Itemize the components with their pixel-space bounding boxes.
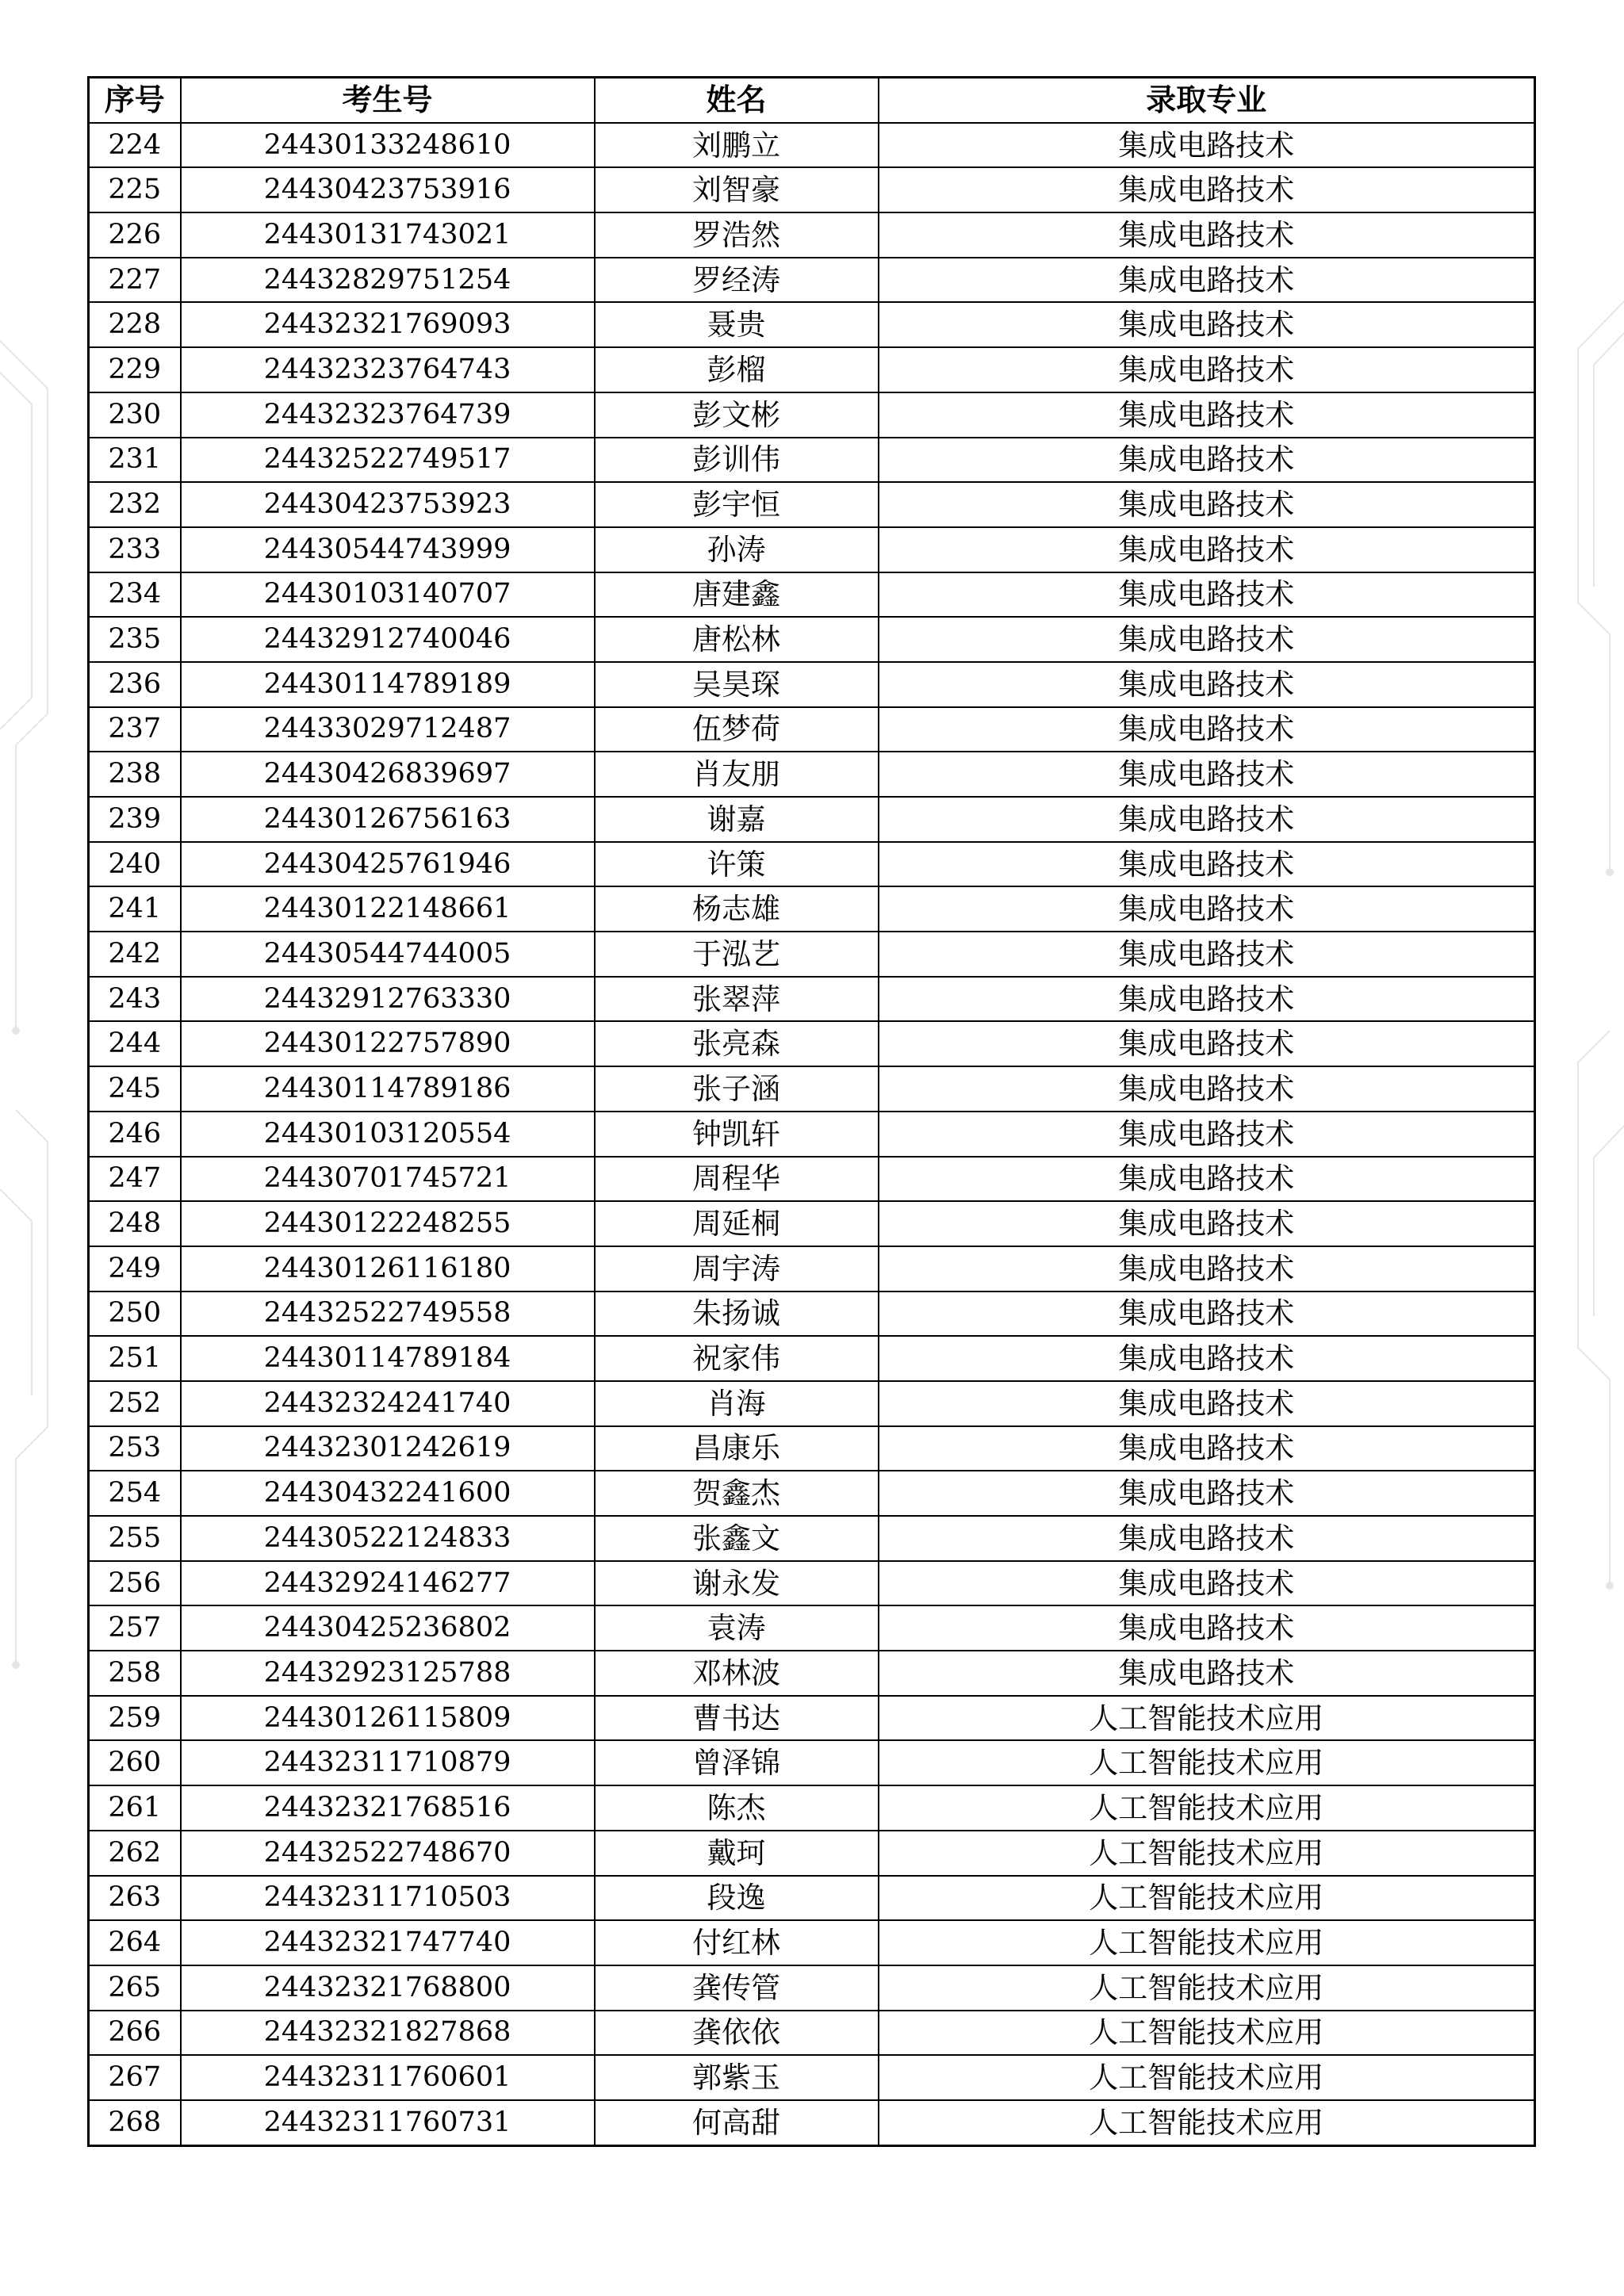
- cell-major: 人工智能技术应用: [879, 2100, 1535, 2145]
- cell-major: 集成电路技术: [879, 1066, 1535, 1112]
- table-row: [89, 886, 1535, 932]
- cell-exam-id: 24432311710879: [181, 1740, 595, 1785]
- cell-name: 杨志雄: [595, 886, 879, 932]
- table-row: [89, 662, 1535, 707]
- cell-index: 248: [89, 1201, 181, 1246]
- cell-exam-id: 24432321827868: [181, 2011, 595, 2056]
- cell-index: 243: [89, 977, 181, 1022]
- cell-major: 集成电路技术: [879, 482, 1535, 527]
- table-row: [89, 1876, 1535, 1921]
- cell-exam-id: 24432311760731: [181, 2100, 595, 2145]
- table-row: [89, 302, 1535, 347]
- cell-major: 集成电路技术: [879, 1426, 1535, 1471]
- table-row: [89, 123, 1535, 168]
- cell-name: 陈杰: [595, 1785, 879, 1831]
- cell-name: 唐松林: [595, 617, 879, 662]
- cell-index: 250: [89, 1292, 181, 1337]
- cell-index: 237: [89, 707, 181, 752]
- cell-major: 集成电路技术: [879, 797, 1535, 842]
- cell-name: 张鑫文: [595, 1516, 879, 1561]
- table-header-row: [89, 78, 1535, 123]
- cell-major: 人工智能技术应用: [879, 1876, 1535, 1921]
- cell-name: 聂贵: [595, 302, 879, 347]
- table-row: [89, 797, 1535, 842]
- cell-name: 刘鹏立: [595, 123, 879, 168]
- admission-roster-table: [87, 76, 1536, 2147]
- cell-exam-id: 24430131743021: [181, 212, 595, 258]
- cell-index: 227: [89, 258, 181, 303]
- cell-major: 集成电路技术: [879, 1381, 1535, 1426]
- cell-name: 刘智豪: [595, 167, 879, 212]
- cell-major: 集成电路技术: [879, 977, 1535, 1022]
- cell-name: 许策: [595, 842, 879, 887]
- cell-name: 谢嘉: [595, 797, 879, 842]
- table-body: [89, 123, 1535, 2145]
- cell-name: 郭紫玉: [595, 2055, 879, 2100]
- cell-major: 人工智能技术应用: [879, 1740, 1535, 1785]
- cell-index: 265: [89, 1965, 181, 2011]
- cell-major: 集成电路技术: [879, 1651, 1535, 1696]
- cell-exam-id: 24432321747740: [181, 1920, 595, 1965]
- cell-name: 彭文彬: [595, 392, 879, 438]
- table-row: [89, 1292, 1535, 1337]
- cell-name: 孙涛: [595, 527, 879, 572]
- cell-name: 伍梦荷: [595, 707, 879, 752]
- cell-exam-id: 24430544744005: [181, 932, 595, 977]
- cell-major: 集成电路技术: [879, 347, 1535, 392]
- table-row: [89, 258, 1535, 303]
- cell-major: 集成电路技术: [879, 1021, 1535, 1066]
- cell-index: 268: [89, 2100, 181, 2145]
- cell-exam-id: 24430122248255: [181, 1201, 595, 1246]
- table-row: [89, 1561, 1535, 1606]
- table-row: [89, 1112, 1535, 1157]
- cell-exam-id: 24430133248610: [181, 123, 595, 168]
- cell-index: 225: [89, 167, 181, 212]
- cell-index: 256: [89, 1561, 181, 1606]
- column-header-index: 序号: [89, 78, 181, 123]
- cell-name: 于泓艺: [595, 932, 879, 977]
- cell-name: 谢永发: [595, 1561, 879, 1606]
- cell-index: 264: [89, 1920, 181, 1965]
- cell-exam-id: 24432323764739: [181, 392, 595, 438]
- table-row: [89, 2055, 1535, 2100]
- table-row: [89, 527, 1535, 572]
- cell-exam-id: 24430122148661: [181, 886, 595, 932]
- cell-index: 231: [89, 438, 181, 483]
- table-row: [89, 1831, 1535, 1876]
- table-row: [89, 1201, 1535, 1246]
- cell-name: 张子涵: [595, 1066, 879, 1112]
- cell-major: 人工智能技术应用: [879, 1696, 1535, 1741]
- cell-name: 龚依依: [595, 2011, 879, 2056]
- cell-name: 邓林波: [595, 1651, 879, 1696]
- cell-major: 集成电路技术: [879, 1112, 1535, 1157]
- cell-major: 集成电路技术: [879, 302, 1535, 347]
- cell-name: 彭训伟: [595, 438, 879, 483]
- cell-index: 260: [89, 1740, 181, 1785]
- cell-major: 集成电路技术: [879, 1157, 1535, 1202]
- cell-index: 258: [89, 1651, 181, 1696]
- cell-name: 贺鑫杰: [595, 1471, 879, 1516]
- cell-major: 人工智能技术应用: [879, 1785, 1535, 1831]
- cell-exam-id: 24432912763330: [181, 977, 595, 1022]
- cell-major: 集成电路技术: [879, 212, 1535, 258]
- cell-index: 249: [89, 1246, 181, 1292]
- cell-major: 集成电路技术: [879, 258, 1535, 303]
- cell-name: 罗经涛: [595, 258, 879, 303]
- cell-name: 肖海: [595, 1381, 879, 1426]
- cell-index: 224: [89, 123, 181, 168]
- cell-exam-id: 24432321768516: [181, 1785, 595, 1831]
- table-row: [89, 212, 1535, 258]
- cell-index: 252: [89, 1381, 181, 1426]
- cell-name: 曹书达: [595, 1696, 879, 1741]
- cell-name: 唐建鑫: [595, 572, 879, 618]
- cell-exam-id: 24432301242619: [181, 1426, 595, 1471]
- cell-exam-id: 24432323764743: [181, 347, 595, 392]
- table-row: [89, 2100, 1535, 2145]
- cell-exam-id: 24430425236802: [181, 1605, 595, 1651]
- cell-major: 人工智能技术应用: [879, 2055, 1535, 2100]
- cell-exam-id: 24433029712487: [181, 707, 595, 752]
- cell-exam-id: 24432522749517: [181, 438, 595, 483]
- cell-name: 肖友朋: [595, 752, 879, 797]
- table-row: [89, 1336, 1535, 1381]
- cell-name: 张亮森: [595, 1021, 879, 1066]
- table-row: [89, 1066, 1535, 1112]
- column-header-exam-id: 考生号: [181, 78, 595, 123]
- cell-major: 集成电路技术: [879, 707, 1535, 752]
- cell-index: 255: [89, 1516, 181, 1561]
- cell-name: 祝家伟: [595, 1336, 879, 1381]
- cell-exam-id: 24430114789186: [181, 1066, 595, 1112]
- cell-index: 233: [89, 527, 181, 572]
- table-row: [89, 1246, 1535, 1292]
- cell-name: 钟凯轩: [595, 1112, 879, 1157]
- cell-major: 集成电路技术: [879, 572, 1535, 618]
- cell-major: 人工智能技术应用: [879, 1920, 1535, 1965]
- cell-name: 戴珂: [595, 1831, 879, 1876]
- table-row: [89, 752, 1535, 797]
- table-row: [89, 617, 1535, 662]
- table-row: [89, 1157, 1535, 1202]
- cell-exam-id: 24430122757890: [181, 1021, 595, 1066]
- cell-name: 周延桐: [595, 1201, 879, 1246]
- cell-name: 周宇涛: [595, 1246, 879, 1292]
- cell-exam-id: 24430114789189: [181, 662, 595, 707]
- cell-exam-id: 24432522749558: [181, 1292, 595, 1337]
- cell-index: 253: [89, 1426, 181, 1471]
- table-row: [89, 1381, 1535, 1426]
- cell-major: 集成电路技术: [879, 392, 1535, 438]
- cell-index: 251: [89, 1336, 181, 1381]
- cell-index: 245: [89, 1066, 181, 1112]
- cell-name: 张翠萍: [595, 977, 879, 1022]
- cell-index: 226: [89, 212, 181, 258]
- cell-exam-id: 24432311710503: [181, 1876, 595, 1921]
- cell-index: 261: [89, 1785, 181, 1831]
- cell-major: 人工智能技术应用: [879, 1831, 1535, 1876]
- cell-index: 228: [89, 302, 181, 347]
- cell-name: 付红林: [595, 1920, 879, 1965]
- cell-index: 247: [89, 1157, 181, 1202]
- cell-major: 集成电路技术: [879, 1336, 1535, 1381]
- cell-exam-id: 24432924146277: [181, 1561, 595, 1606]
- table-row: [89, 2011, 1535, 2056]
- table-row: [89, 932, 1535, 977]
- cell-name: 吴昊琛: [595, 662, 879, 707]
- cell-name: 彭榴: [595, 347, 879, 392]
- table-row: [89, 842, 1535, 887]
- cell-major: 集成电路技术: [879, 438, 1535, 483]
- cell-major: 集成电路技术: [879, 1292, 1535, 1337]
- table-row: [89, 1605, 1535, 1651]
- cell-exam-id: 24432912740046: [181, 617, 595, 662]
- cell-name: 段逸: [595, 1876, 879, 1921]
- cell-major: 集成电路技术: [879, 842, 1535, 887]
- cell-exam-id: 24430126756163: [181, 797, 595, 842]
- cell-exam-id: 24430103120554: [181, 1112, 595, 1157]
- cell-major: 人工智能技术应用: [879, 1965, 1535, 2011]
- table-row: [89, 1651, 1535, 1696]
- table-row: [89, 482, 1535, 527]
- cell-index: 229: [89, 347, 181, 392]
- cell-exam-id: 24430425761946: [181, 842, 595, 887]
- cell-exam-id: 24430114789184: [181, 1336, 595, 1381]
- table-row: [89, 977, 1535, 1022]
- cell-exam-id: 24430701745721: [181, 1157, 595, 1202]
- table-row: [89, 438, 1535, 483]
- cell-exam-id: 24430126115809: [181, 1696, 595, 1741]
- table-row: [89, 1965, 1535, 2011]
- cell-index: 239: [89, 797, 181, 842]
- table-row: [89, 392, 1535, 438]
- table-row: [89, 1426, 1535, 1471]
- cell-index: 242: [89, 932, 181, 977]
- cell-major: 集成电路技术: [879, 932, 1535, 977]
- cell-name: 袁涛: [595, 1605, 879, 1651]
- cell-major: 集成电路技术: [879, 1471, 1535, 1516]
- cell-major: 集成电路技术: [879, 1561, 1535, 1606]
- cell-index: 254: [89, 1471, 181, 1516]
- cell-exam-id: 24430432241600: [181, 1471, 595, 1516]
- cell-index: 257: [89, 1605, 181, 1651]
- cell-index: 232: [89, 482, 181, 527]
- cell-name: 曾泽锦: [595, 1740, 879, 1785]
- cell-index: 262: [89, 1831, 181, 1876]
- cell-index: 230: [89, 392, 181, 438]
- cell-index: 240: [89, 842, 181, 887]
- cell-name: 昌康乐: [595, 1426, 879, 1471]
- cell-name: 何高甜: [595, 2100, 879, 2145]
- cell-name: 龚传管: [595, 1965, 879, 2011]
- cell-exam-id: 24432923125788: [181, 1651, 595, 1696]
- table-row: [89, 347, 1535, 392]
- cell-index: 236: [89, 662, 181, 707]
- cell-major: 集成电路技术: [879, 1605, 1535, 1651]
- cell-index: 246: [89, 1112, 181, 1157]
- cell-index: 234: [89, 572, 181, 618]
- cell-index: 263: [89, 1876, 181, 1921]
- cell-index: 241: [89, 886, 181, 932]
- cell-major: 集成电路技术: [879, 1516, 1535, 1561]
- cell-index: 259: [89, 1696, 181, 1741]
- cell-name: 周程华: [595, 1157, 879, 1202]
- cell-exam-id: 24430423753923: [181, 482, 595, 527]
- cell-major: 集成电路技术: [879, 886, 1535, 932]
- cell-index: 266: [89, 2011, 181, 2056]
- cell-name: 罗浩然: [595, 212, 879, 258]
- cell-exam-id: 24430126116180: [181, 1246, 595, 1292]
- cell-index: 267: [89, 2055, 181, 2100]
- cell-exam-id: 24430522124833: [181, 1516, 595, 1561]
- cell-exam-id: 24432321769093: [181, 302, 595, 347]
- table-row: [89, 1696, 1535, 1741]
- cell-exam-id: 24432522748670: [181, 1831, 595, 1876]
- table-row: [89, 572, 1535, 618]
- cell-exam-id: 24432829751254: [181, 258, 595, 303]
- cell-major: 集成电路技术: [879, 617, 1535, 662]
- cell-name: 朱扬诚: [595, 1292, 879, 1337]
- cell-index: 238: [89, 752, 181, 797]
- cell-exam-id: 24432324241740: [181, 1381, 595, 1426]
- table-row: [89, 1785, 1535, 1831]
- table-row: [89, 1516, 1535, 1561]
- cell-major: 集成电路技术: [879, 1201, 1535, 1246]
- cell-major: 集成电路技术: [879, 527, 1535, 572]
- cell-major: 集成电路技术: [879, 1246, 1535, 1292]
- cell-index: 235: [89, 617, 181, 662]
- table-row: [89, 707, 1535, 752]
- table-row: [89, 1740, 1535, 1785]
- cell-major: 集成电路技术: [879, 167, 1535, 212]
- table-row: [89, 1920, 1535, 1965]
- cell-index: 244: [89, 1021, 181, 1066]
- table-row: [89, 1471, 1535, 1516]
- cell-name: 彭宇恒: [595, 482, 879, 527]
- cell-exam-id: 24430103140707: [181, 572, 595, 618]
- cell-major: 集成电路技术: [879, 123, 1535, 168]
- cell-major: 集成电路技术: [879, 752, 1535, 797]
- cell-major: 人工智能技术应用: [879, 2011, 1535, 2056]
- cell-exam-id: 24430544743999: [181, 527, 595, 572]
- table-row: [89, 167, 1535, 212]
- cell-exam-id: 24432321768800: [181, 1965, 595, 2011]
- cell-exam-id: 24430426839697: [181, 752, 595, 797]
- column-header-major: 录取专业: [879, 78, 1535, 123]
- column-header-name: 姓名: [595, 78, 879, 123]
- table-row: [89, 1021, 1535, 1066]
- cell-exam-id: 24430423753916: [181, 167, 595, 212]
- cell-major: 集成电路技术: [879, 662, 1535, 707]
- cell-exam-id: 24432311760601: [181, 2055, 595, 2100]
